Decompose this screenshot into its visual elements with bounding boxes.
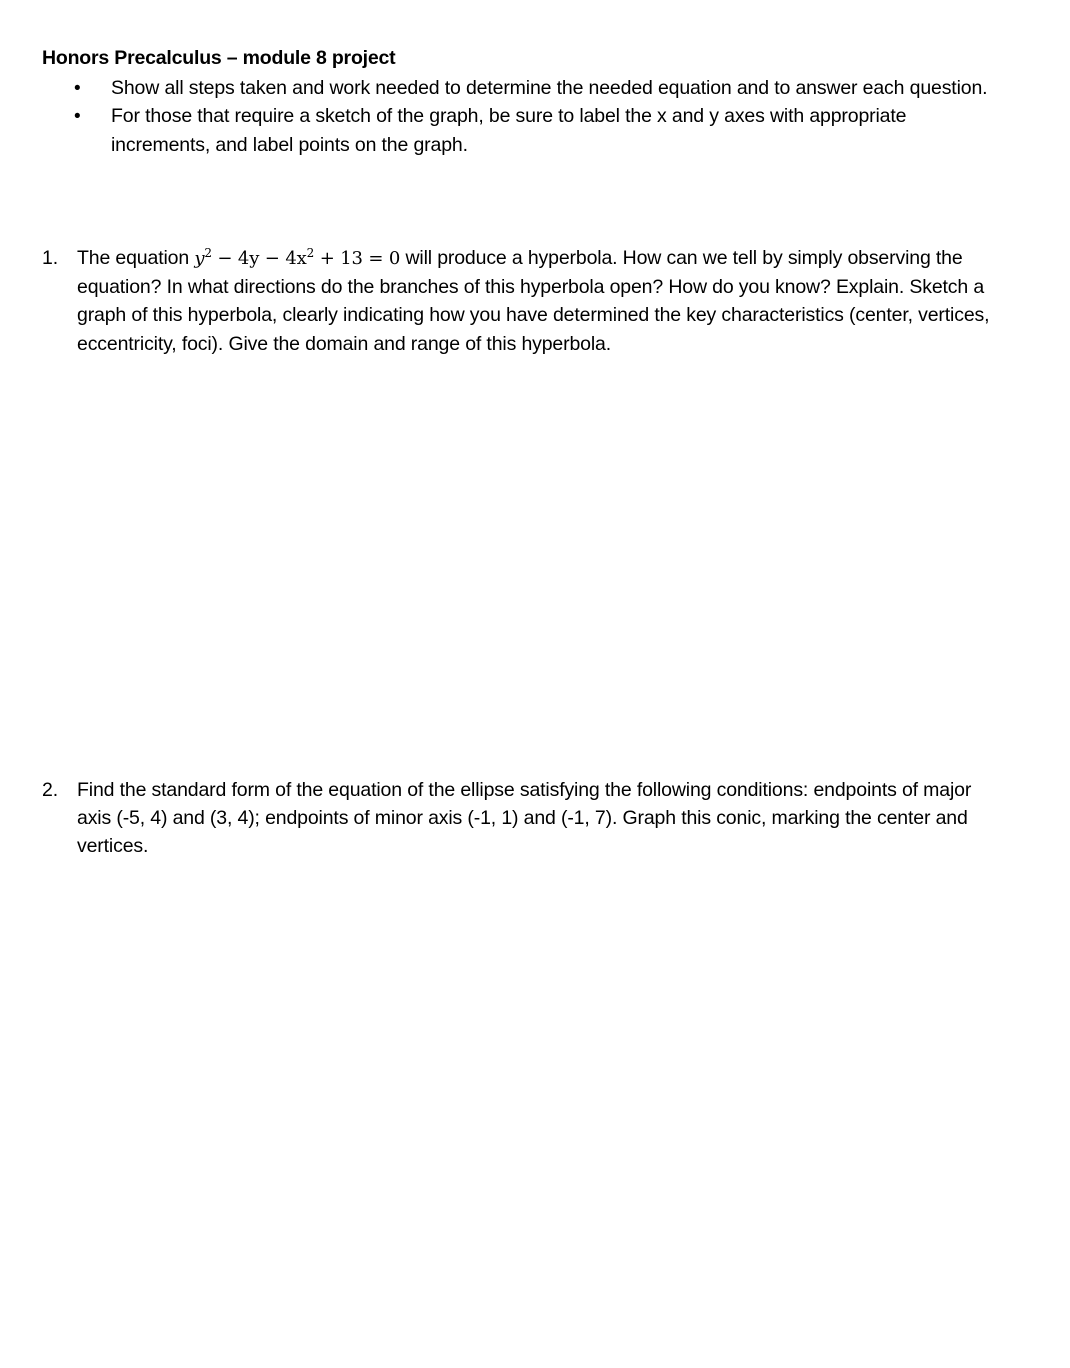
question-text: Find the standard form of the equation of the ellipse satisfying the following conditions: endpoints of major axis (-5, 4) and (3, 4); endpoints of minor axis (-1, 1) and (-1, 7). Graph this conic, marking the center and vertices. bbox=[77, 779, 972, 858]
equation-y-exponent: 2 bbox=[204, 246, 212, 260]
equation-constant-term: + 13 = 0 bbox=[314, 248, 401, 269]
instructions-list bbox=[0, 74, 1070, 159]
question-text-intro: The equation bbox=[77, 247, 195, 269]
equation-x-exponent: 2 bbox=[306, 246, 315, 260]
question-number: 2. bbox=[42, 779, 58, 801]
document-title: Honors Precalculus – module 8 project bbox=[42, 47, 396, 69]
question-text-body: will produce a hyperbola. How can we tell by simply observing the equation? In what directions do the branches of this hyperbola open? How do you know? Explain. Sketch a graph of this hyperbola, clearly indicating how you have determined the key characteristics (center, vertices, eccentricity, foci). Give the domain and range of this hyperbola. bbox=[77, 247, 990, 355]
instruction-item bbox=[0, 102, 1001, 159]
hyperbola-equation bbox=[194, 248, 400, 269]
equation-middle-terms: − 4y − 4x bbox=[211, 248, 307, 269]
bullet-icon: • bbox=[74, 106, 81, 128]
bullet-icon: • bbox=[74, 78, 81, 99]
instruction-text: For those that require a sketch of the graph, be sure to label the x and y axes with appropriate increments, and label points on the graph. bbox=[111, 105, 907, 156]
instruction-item bbox=[0, 74, 1001, 102]
question-text bbox=[77, 244, 1007, 358]
instruction-text: Show all steps taken and work needed to determine the needed equation and to answer each question. bbox=[111, 77, 988, 99]
question-number: 1. bbox=[42, 247, 58, 269]
equation-y-variable: y bbox=[194, 248, 205, 269]
